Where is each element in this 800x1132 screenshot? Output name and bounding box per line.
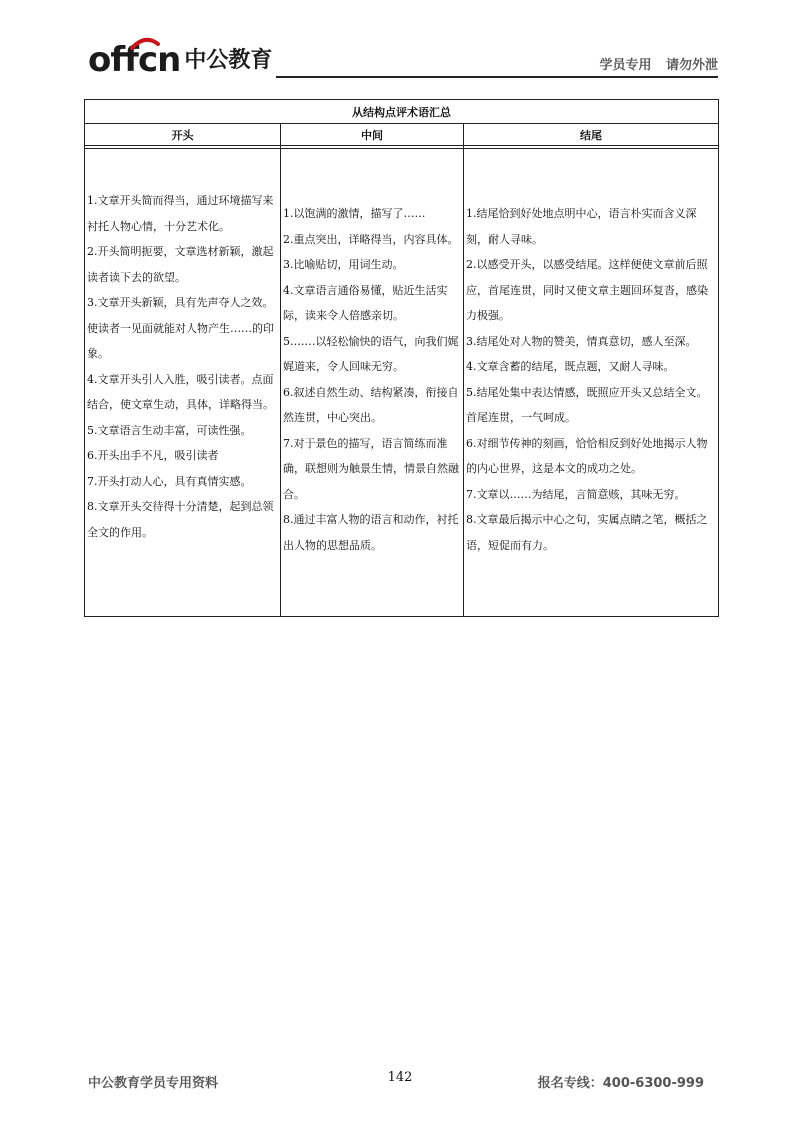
list-item: 6.叙述自然生动、结构紧凑，衔接自然连贯，中心突出。 — [283, 385, 459, 424]
list-item: 4.文章含蓄的结尾，既点题，又耐人寻味。 — [466, 360, 675, 373]
list-item: 8.通过丰富人物的语言和动作，衬托出人物的思想品质。 — [283, 513, 459, 552]
header-confidential-note: 学员专用 请勿外泄 — [599, 58, 718, 73]
list-item: 5.结尾处集中表达情感，既照应开头又总结全文。首尾连贯，一气呵成。 — [466, 385, 708, 424]
page-number: 142 — [387, 1070, 413, 1085]
column-header-opening: 开头 — [85, 124, 281, 146]
list-item: 1.文章开头简而得当，通过环境描写来衬托人物心情，十分艺术化。 — [87, 194, 274, 233]
logo-chinese-text: 中公教育 — [184, 48, 273, 73]
evaluation-terms-table — [84, 99, 719, 617]
opening-terms-cell — [85, 149, 281, 617]
list-item: 1.结尾恰到好处地点明中心，语言朴实而含义深刻，耐人寻味。 — [466, 207, 697, 246]
list-item: 1.以饱满的激情，描写了…… — [283, 207, 426, 220]
footer-hotline: 报名专线：400-6300-999 — [537, 1076, 704, 1091]
header-rule — [276, 76, 718, 78]
ending-terms-cell — [464, 149, 719, 617]
logo-arc-icon — [130, 36, 160, 50]
table-title: 从结构点评术语汇总 — [85, 100, 719, 124]
footer-source-label: 中公教育学员专用资料 — [88, 1076, 219, 1091]
list-item: 7.对于景色的描写，语言简练而准确，联想则为触景生情，情景自然融合。 — [283, 436, 459, 501]
list-item: 2.开头简明扼要，文章选材新颖，激起读者读下去的欲望。 — [87, 245, 274, 284]
column-header-ending: 结尾 — [464, 124, 719, 146]
column-header-middle: 中间 — [281, 124, 464, 146]
list-item: 6.对细节传神的刻画，恰恰相反到好处地揭示人物的内心世界，这是本文的成功之处。 — [466, 436, 708, 475]
list-item: 6.开头出手不凡，吸引读者 — [87, 449, 219, 462]
list-item: 4.文章语言通俗易懂，贴近生活实际，读来令人倍感亲切。 — [283, 283, 448, 322]
list-item: 2.重点突出，详略得当，内容具体。 — [283, 232, 459, 246]
list-item: 4.文章开头引人入胜，吸引读者。点面结合，使文章生动，具体，详略得当。 — [87, 372, 274, 411]
list-item: 3.文章开头新颖，具有先声夺人之效。使读者一见面就能对人物产生……的印象。 — [87, 296, 274, 360]
list-item: 2.以感受开头，以感受结尾。这样便使文章前后照应，首尾连贯，同时又使文章主题回环复沓，感染力极强。 — [466, 258, 708, 322]
list-item: 3.结尾处对人物的赞美，情真意切，感人至深。 — [466, 334, 697, 348]
list-item: 5.……以轻松愉快的语气，向我们娓娓道来，令人回味无穷。 — [283, 334, 459, 373]
list-item: 7.文章以……为结尾，言简意赅，其味无穷。 — [466, 487, 686, 501]
page-header — [88, 36, 718, 80]
middle-terms-cell — [281, 149, 464, 617]
list-item: 3.比喻贴切，用词生动。 — [283, 258, 404, 271]
list-item: 8.文章开头交待得十分清楚，起到总领全文的作用。 — [87, 500, 274, 539]
list-item: 5.文章语言生动丰富，可读性强。 — [87, 423, 252, 437]
list-item: 8.文章最后揭示中心之句，实属点睛之笔，概括之语，短促而有力。 — [466, 513, 708, 552]
list-item: 7.开头打动人心，具有真情实感。 — [87, 474, 252, 488]
offcn-logo — [88, 38, 272, 78]
logo-latin-text: offcn — [88, 40, 181, 80]
